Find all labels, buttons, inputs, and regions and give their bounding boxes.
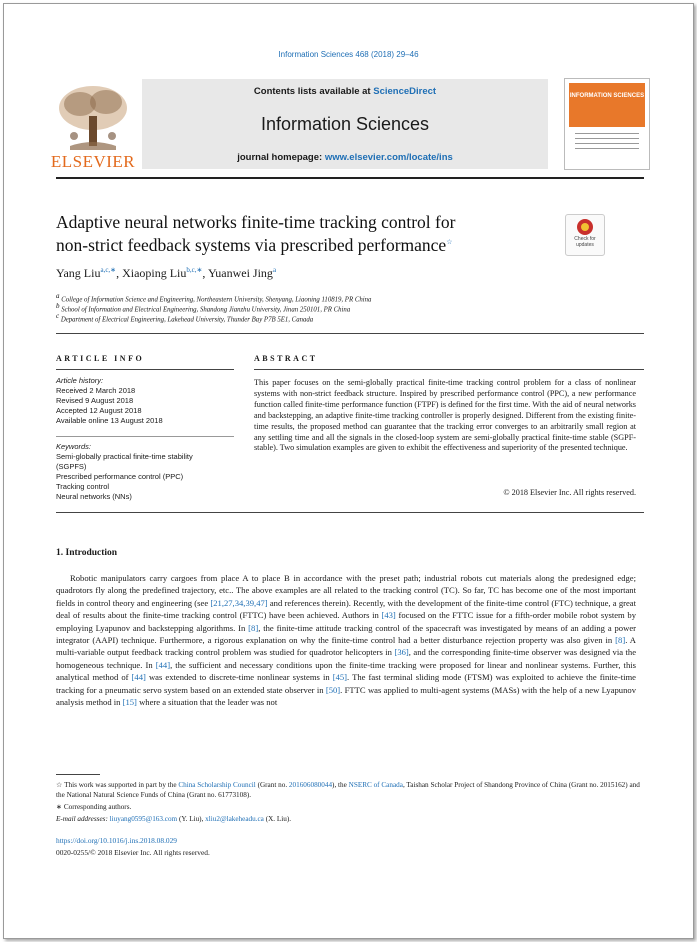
header-rule <box>56 177 644 179</box>
citation-link[interactable]: [15] <box>122 697 137 708</box>
citation-link[interactable]: [43] <box>381 610 396 621</box>
email-link[interactable]: xliu2@lakeheadu.ca <box>205 815 264 823</box>
abstract-bottom-rule <box>56 512 644 513</box>
paper-title: Adaptive neural networks finite-time tracking control for non-strict feedback systems via prescribed performance☆ <box>56 212 456 255</box>
title-footnote-star[interactable]: ☆ <box>446 238 453 246</box>
affiliation: $^c$ Department of Electrical Engineering, Lakehead University, Thunder Bay P7B 5E1, Canada <box>56 312 314 324</box>
abstract-heading: ABSTRACT <box>254 354 318 363</box>
citation-link[interactable]: [44] <box>131 672 146 683</box>
journal-title: Information Sciences <box>260 114 430 134</box>
citation-link[interactable]: [36] <box>394 647 409 658</box>
cover-banner <box>569 83 645 127</box>
author-affiliation-marks[interactable]: b,c,∗ <box>186 266 203 274</box>
article-info-rule <box>56 369 234 370</box>
footnote-rule <box>56 774 100 775</box>
check-updates-label: Check for updates <box>574 236 596 248</box>
funder-link[interactable]: NSERC of Canada <box>348 781 403 789</box>
contents-line: Contents lists available at ScienceDirect <box>253 86 437 97</box>
citation-link[interactable]: [45] <box>332 672 348 683</box>
cover-lines <box>575 133 639 153</box>
doi-link[interactable]: https://doi.org/10.1016/j.ins.2018.08.029 <box>56 836 177 845</box>
check-updates-icon <box>577 219 593 235</box>
homepage-link[interactable]: www.elsevier.com/locate/ins <box>324 152 453 163</box>
citation-link[interactable]: [44] <box>155 659 171 670</box>
email-footnote: E-mail addresses: liuyang0595@163.com (Y. Liu), xliu2@lakeheadu.ca (X. Liu). <box>56 815 292 823</box>
citation-link[interactable]: [50] <box>325 684 341 695</box>
issn-line: 0020-0255/© 2018 Elsevier Inc. All rights reserved. <box>56 848 210 857</box>
journal-cover[interactable] <box>564 78 650 170</box>
article-info-heading: ARTICLE INFO <box>56 354 145 363</box>
author-name: Xiaoping Liu <box>122 266 187 280</box>
author-list: Yang Liu$^{a,c,∗}$, Xiaoping Liu$^{b,c,∗}$, Yuanwei Jing$^a$ <box>56 266 277 280</box>
introduction-paragraph: Robotic manipulators carry cargoes from place A to place B in accordance with the preset path; industrial robots cut materials along the predesigned edge; quadrotors fly along the predefined trajectory, etc.. The above examples are all related to the tracking control (TC). So far, TC has become one of the most important fields in control theory and engineering (see [21,27,34,39,47] and references therein). Recently, with the development of the finite-time control (FTC) technique, a great deal of results about the finite-time tracking control (FTTC) have been achieved. Authors in [43] focused on the FTTC issue for a fifth-order mobile robot system by employing Lyapunov and backstepping algorithms. In [8], the finite-time attitude tracking control of the spacecraft was investigated by means of an adding a power integrator (AAPI) technique. Furthermore, a rigorous explanation on why the finite-time control had a better disturbance rejection property was also given in [8]. A multi-variable output feedback tracking control problem was studied for quadrotor helicopters in [36], and the corresponding finite-time observer was designed via the homogeneous technique. In [44], the sufficient and necessary conditions upon the finite-time tracking were proposed for linear and nonlinear systems. Further, this analytical method of [44] was extended to discrete-time nonlinear systems in [45]. The fast terminal sliding mode (FTSM) was exploited to achieve the finite-time tracking for a pneumatic servo system based on an extended state observer in [50]. FTTC was applied to multi-agent systems (MASs) with the help of a new Lyapunov analysis method in [15] where a situation that the leader was not <box>56 573 637 708</box>
keywords: Keywords: Semi-globally practical finite-time stability (SGPFS) Prescribed performance control (PPC) Tracking control Neural networks (NNs) <box>56 442 193 501</box>
funder-link[interactable]: China Scholarship Council <box>178 781 256 789</box>
citation-link[interactable]: [21,27,34,39,47] <box>210 597 268 608</box>
check-for-updates-badge[interactable] <box>565 214 605 256</box>
cover-title: INFORMATION SCIENCES <box>569 93 645 99</box>
elsevier-wordmark: ELSEVIER <box>50 152 136 171</box>
abstract-copyright: © 2018 Elsevier Inc. All rights reserved. <box>503 488 636 497</box>
email-link[interactable]: liuyang0595@163.com <box>109 815 178 823</box>
history-rule <box>56 436 234 437</box>
sciencedirect-link[interactable]: ScienceDirect <box>373 86 437 97</box>
abstract-rule <box>254 369 644 370</box>
author-name: Yang Liu <box>56 266 101 280</box>
article-history: Article history: Received 2 March 2018 Revised 9 August 2018 Accepted 12 August 2018 Available online 13 August 2018 <box>56 376 163 425</box>
author-affiliation-marks[interactable]: a,c,∗ <box>100 266 117 274</box>
author-affiliation-marks[interactable]: a <box>272 266 277 274</box>
affiliation-rule <box>56 333 644 334</box>
corresponding-footnote: ∗ Corresponding authors. <box>56 803 132 811</box>
journal-citation[interactable]: Information Sciences 468 (2018) 29–46 <box>278 50 419 59</box>
affiliation: $^b$ School of Information and Electrical Engineering, Shandong Jianzhu University, Jinan 250101, PR China <box>56 302 351 314</box>
affiliation: $^a$ College of Information Science and Engineering, Northeastern University, Shenyang, Liaoning 110819, PR China <box>56 292 372 304</box>
section-heading: 1. Introduction <box>56 548 118 558</box>
funding-footnote: ☆ This work was supported in part by the China Scholarship Council (Grant no. 201606080044), the NSERC of Canada, Taishan Scholar Project of Shandong Province of China (Grant no. 2015162) and the National Natural Science Funds of China (Grant no. 61773108). <box>56 781 640 799</box>
citation-link[interactable]: [8] <box>248 622 259 633</box>
grant-link[interactable]: 201606080044 <box>288 781 333 789</box>
homepage-line: journal homepage: www.elsevier.com/locate/ins <box>237 152 453 163</box>
citation-link[interactable]: [8] <box>615 635 626 646</box>
author-name: Yuanwei Jing <box>207 266 273 280</box>
abstract-text: This paper focuses on the semi-globally practical finite-time tracking control problem for a class of nonlinear systems with non-strict feedback structure. Inspired by prescribed performance control (PPC), a new performance function called finite-time performance function (FTPF) is defined for the first time. With the aid of neural networks and backstepping, an adaptive finite-time tracking controller is properly designed. Different from the existing finite-time results, the proposed method can guarantee that the tracking error converges to an arbitrarily small region at any settling time and all the signals in the closed-loop system are semi-globally practical finite-time stable (SGPF-stable). Two simulation examples are given to exhibit the effectiveness and superiority of the presented technique. <box>254 378 636 453</box>
